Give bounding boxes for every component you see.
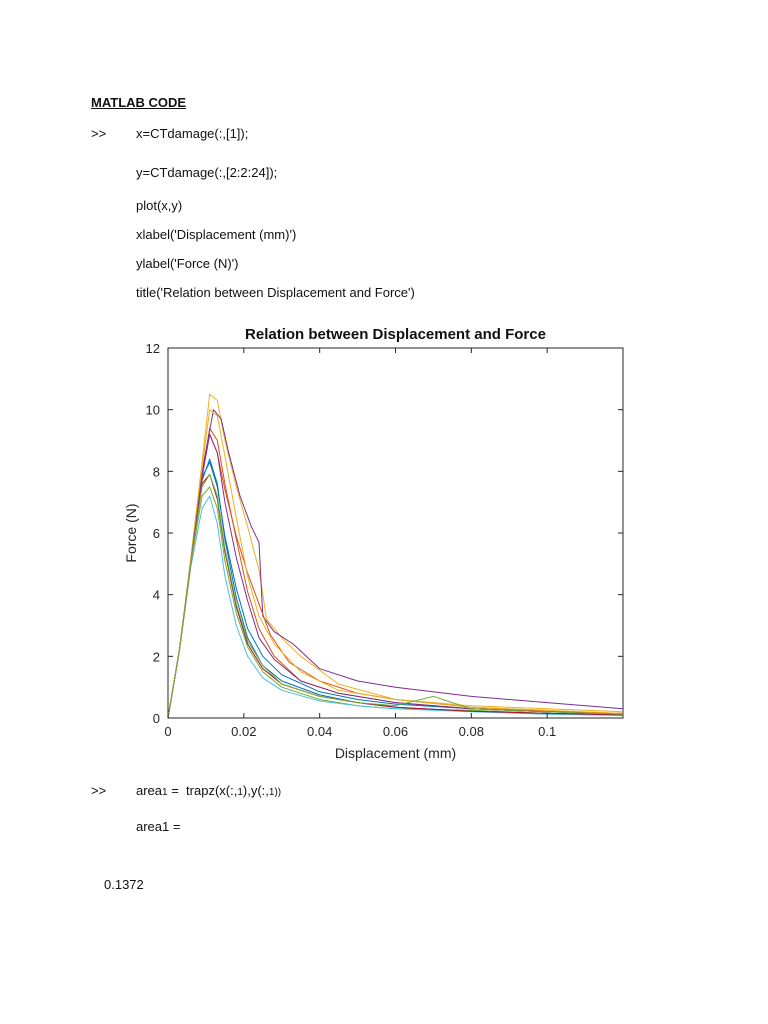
x-axis-label: Displacement (mm) xyxy=(334,745,457,761)
y-tick-label: 10 xyxy=(145,402,160,418)
command-prompt-2: >> xyxy=(91,783,107,798)
area-lhs-index: 1 xyxy=(162,787,168,798)
area-mid: ),y(:, xyxy=(242,783,269,798)
area-result: 0.1372 xyxy=(104,877,144,892)
y-tick-label: 2 xyxy=(152,649,160,665)
section-heading: MATLAB CODE xyxy=(91,95,187,110)
plot-area-frame xyxy=(168,348,623,718)
code-line-y: y=CTdamage(:,[2:2:24]); xyxy=(136,165,278,180)
area-idx1: 1 xyxy=(237,787,243,798)
x-tick-label: 0 xyxy=(164,724,172,739)
code-line-title: title('Relation between Displacement and Force') xyxy=(136,285,415,300)
area-tail: )) xyxy=(274,787,282,798)
command-prompt: >> xyxy=(91,126,107,141)
area-eq: = xyxy=(167,783,183,798)
x-tick-label: 0.04 xyxy=(307,724,333,739)
area-label: area1 = xyxy=(136,819,181,834)
y-tick-label: 4 xyxy=(152,587,160,603)
area-idx2: 1 xyxy=(268,787,275,798)
y-tick-label: 6 xyxy=(152,526,160,541)
y-tick-label: 8 xyxy=(152,464,160,480)
code-line-plot: plot(x,y) xyxy=(136,198,183,213)
y-tick-label: 0 xyxy=(152,711,160,726)
chart-title: Relation between Displacement and Force xyxy=(245,326,546,343)
x-tick-label: 0.02 xyxy=(231,724,257,739)
force-displacement-chart xyxy=(110,318,640,770)
code-line-x: x=CTdamage(:,[1]); xyxy=(136,126,249,141)
code-line-xlabel: xlabel('Displacement (mm)') xyxy=(136,227,297,242)
y-axis-label: Force (N) xyxy=(123,503,139,563)
area-command xyxy=(136,783,281,798)
x-tick-label: 0.06 xyxy=(382,724,409,739)
area-func: trapz(x(:, xyxy=(186,783,238,798)
code-line-ylabel: ylabel('Force (N)') xyxy=(136,256,239,271)
area-lhs: area xyxy=(136,783,163,798)
x-tick-label: 0.08 xyxy=(458,724,484,739)
y-tick-label: 12 xyxy=(145,341,160,356)
x-tick-label: 0.1 xyxy=(538,724,557,739)
